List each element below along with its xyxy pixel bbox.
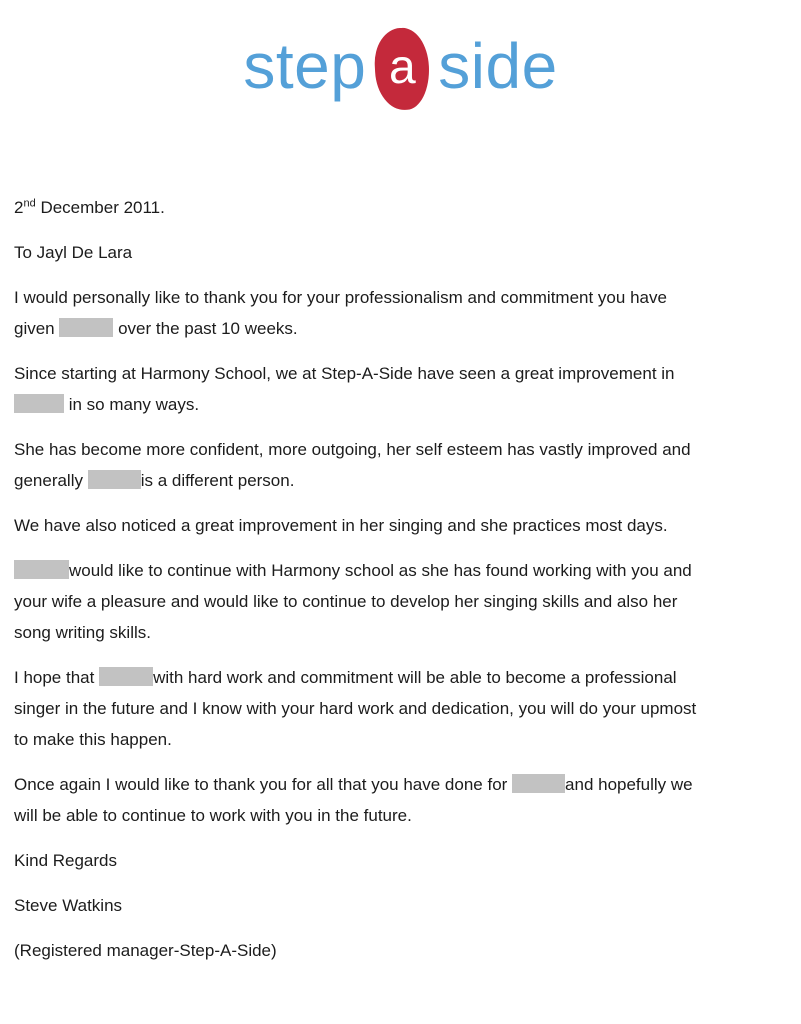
paragraph-text: given — [14, 319, 60, 338]
date-day: 2 — [14, 198, 24, 217]
paragraph-line — [14, 555, 787, 586]
date-ordinal-suffix: nd — [23, 197, 36, 210]
paragraph — [14, 662, 787, 755]
closing-title: (Registered manager-Step-A-Side) — [14, 941, 277, 960]
paragraph-text: song writing skills. — [14, 623, 151, 642]
paragraph-text: I hope that — [14, 668, 100, 687]
letter-body — [0, 192, 801, 966]
paragraph-text: She has become more confident, more outgoing, her self esteem has vastly improved and — [14, 440, 691, 459]
paragraph — [14, 434, 787, 496]
paragraph-text: with hard work and commitment will be able to become a professional — [153, 668, 677, 687]
logo-badge-letter-a: a — [388, 41, 416, 95]
paragraph-text: is a different person. — [140, 471, 295, 490]
redacted-name — [59, 318, 113, 337]
paragraph-line — [14, 313, 787, 344]
date-remainder: December 2011. — [35, 198, 165, 217]
paragraph-line — [14, 510, 787, 541]
redacted-name — [14, 560, 69, 579]
paragraphs — [14, 282, 787, 831]
paragraph-text: over the past 10 weeks. — [113, 319, 298, 338]
paragraph-line — [14, 662, 787, 693]
paragraph-text: will be able to continue to work with you in the future. — [14, 806, 412, 825]
paragraph-line — [14, 769, 787, 800]
stepaside-logo — [0, 24, 801, 114]
paragraph-text: would like to continue with Harmony school as she has found working with you and — [69, 561, 692, 580]
paragraph-text: to make this happen. — [14, 730, 172, 749]
paragraph-text: and hopefully we — [565, 775, 693, 794]
paragraph-text: in so many ways. — [64, 395, 200, 414]
paragraph-text: We have also noticed a great improvement in her singing and she practices most days. — [14, 516, 668, 535]
paragraph-line — [14, 724, 787, 755]
paragraph-text: your wife a pleasure and would like to continue to develop her singing skills and also her — [14, 592, 678, 611]
redacted-name — [512, 774, 565, 793]
redacted-name — [88, 470, 141, 489]
paragraph-text: generally — [14, 471, 88, 490]
paragraph-text: singer in the future and I know with your hard work and dedication, you will do your upmost — [14, 699, 697, 718]
paragraph-line — [14, 617, 787, 648]
paragraph-line — [14, 465, 787, 496]
letter-page — [0, 24, 801, 1024]
paragraph-line — [14, 693, 787, 724]
paragraph — [14, 358, 787, 420]
paragraph-line — [14, 800, 787, 831]
paragraph-line — [14, 282, 787, 313]
paragraph-line — [14, 358, 787, 389]
paragraph-line — [14, 586, 787, 617]
paragraph-text: Once again I would like to thank you for all that you have done for — [14, 775, 513, 794]
paragraph-line — [14, 389, 787, 420]
logo-word-side: side — [438, 30, 558, 102]
logo-red-badge — [373, 27, 431, 112]
recipient-line: To Jayl De Lara — [14, 243, 133, 262]
redacted-name — [99, 667, 153, 686]
date-line — [14, 192, 787, 223]
paragraph — [14, 769, 787, 831]
paragraph-line — [14, 434, 787, 465]
paragraph — [14, 510, 787, 541]
paragraph-text: Since starting at Harmony School, we at Step-A-Side have seen a great improvement in — [14, 364, 675, 383]
closing-name: Steve Watkins — [14, 896, 123, 915]
logo-word-step: step — [243, 30, 367, 102]
paragraph-text: I would personally like to thank you for your professionalism and commitment you have — [14, 288, 667, 307]
paragraph — [14, 555, 787, 648]
redacted-name — [14, 394, 64, 413]
closing-regards: Kind Regards — [14, 851, 118, 870]
paragraph — [14, 282, 787, 344]
